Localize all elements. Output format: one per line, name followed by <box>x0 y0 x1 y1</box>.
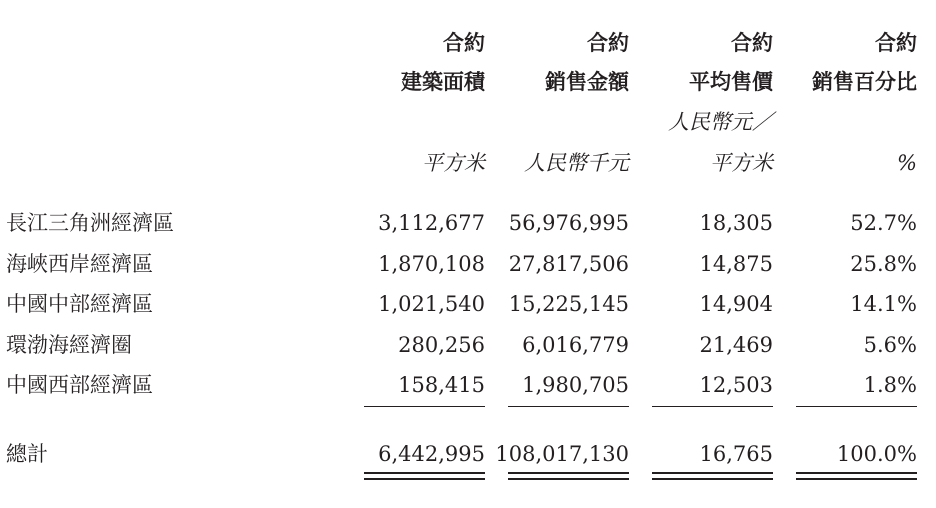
cell-pct: 25.8% <box>850 252 917 276</box>
cell-area: 158,415 <box>398 373 485 397</box>
cell-amount: 56,976,995 <box>508 211 629 235</box>
cell-pct: 5.6% <box>863 333 917 357</box>
row-label: 中國中部經濟區 <box>6 292 153 316</box>
total-amount: 108,017,130 <box>495 442 629 466</box>
header-amount-line2: 銷售金額 <box>545 70 629 94</box>
cell-area: 1,021,540 <box>378 292 485 316</box>
total-double-rule <box>796 472 917 480</box>
header-avg-price-line2: 平均售價 <box>689 70 773 94</box>
header-avg-price-line1: 合約 <box>731 31 773 55</box>
cell-avg-price: 12,503 <box>699 373 773 397</box>
cell-area: 3,112,677 <box>378 211 485 235</box>
cell-avg-price: 14,904 <box>699 292 773 316</box>
total-double-rule <box>508 472 629 480</box>
subtotal-rule <box>508 406 629 407</box>
cell-amount: 1,980,705 <box>522 373 629 397</box>
total-pct: 100.0% <box>836 442 917 466</box>
row-label: 中國西部經濟區 <box>6 373 153 397</box>
unit-avg-price-line1: 人民幣元／ <box>668 110 773 134</box>
cell-area: 280,256 <box>398 333 485 357</box>
unit-amount: 人民幣千元 <box>524 151 629 175</box>
cell-pct: 52.7% <box>850 211 917 235</box>
cell-pct: 14.1% <box>850 292 917 316</box>
unit-area: 平方米 <box>422 151 485 175</box>
cell-pct: 1.8% <box>863 373 917 397</box>
total-label: 總計 <box>6 442 48 466</box>
row-label: 環渤海經濟圈 <box>6 333 132 357</box>
header-area-line2: 建築面積 <box>401 70 485 94</box>
total-double-rule <box>364 472 485 480</box>
unit-pct: % <box>897 151 917 175</box>
subtotal-rule <box>364 406 485 407</box>
total-avg-price: 16,765 <box>699 442 773 466</box>
cell-amount: 27,817,506 <box>508 252 629 276</box>
header-amount-line1: 合約 <box>587 31 629 55</box>
header-pct-line1: 合約 <box>875 31 917 55</box>
cell-avg-price: 21,469 <box>699 333 773 357</box>
unit-avg-price: 平方米 <box>710 151 773 175</box>
subtotal-rule <box>796 406 917 407</box>
row-label: 長江三角洲經濟區 <box>6 211 174 235</box>
row-label: 海峽西岸經濟區 <box>6 252 153 276</box>
cell-amount: 15,225,145 <box>508 292 629 316</box>
cell-avg-price: 14,875 <box>699 252 773 276</box>
cell-area: 1,870,108 <box>378 252 485 276</box>
header-area-line1: 合約 <box>443 31 485 55</box>
header-pct-line2: 銷售百分比 <box>812 70 917 94</box>
cell-amount: 6,016,779 <box>522 333 629 357</box>
cell-avg-price: 18,305 <box>699 211 773 235</box>
total-double-rule <box>652 472 773 480</box>
subtotal-rule <box>652 406 773 407</box>
total-area: 6,442,995 <box>378 442 485 466</box>
